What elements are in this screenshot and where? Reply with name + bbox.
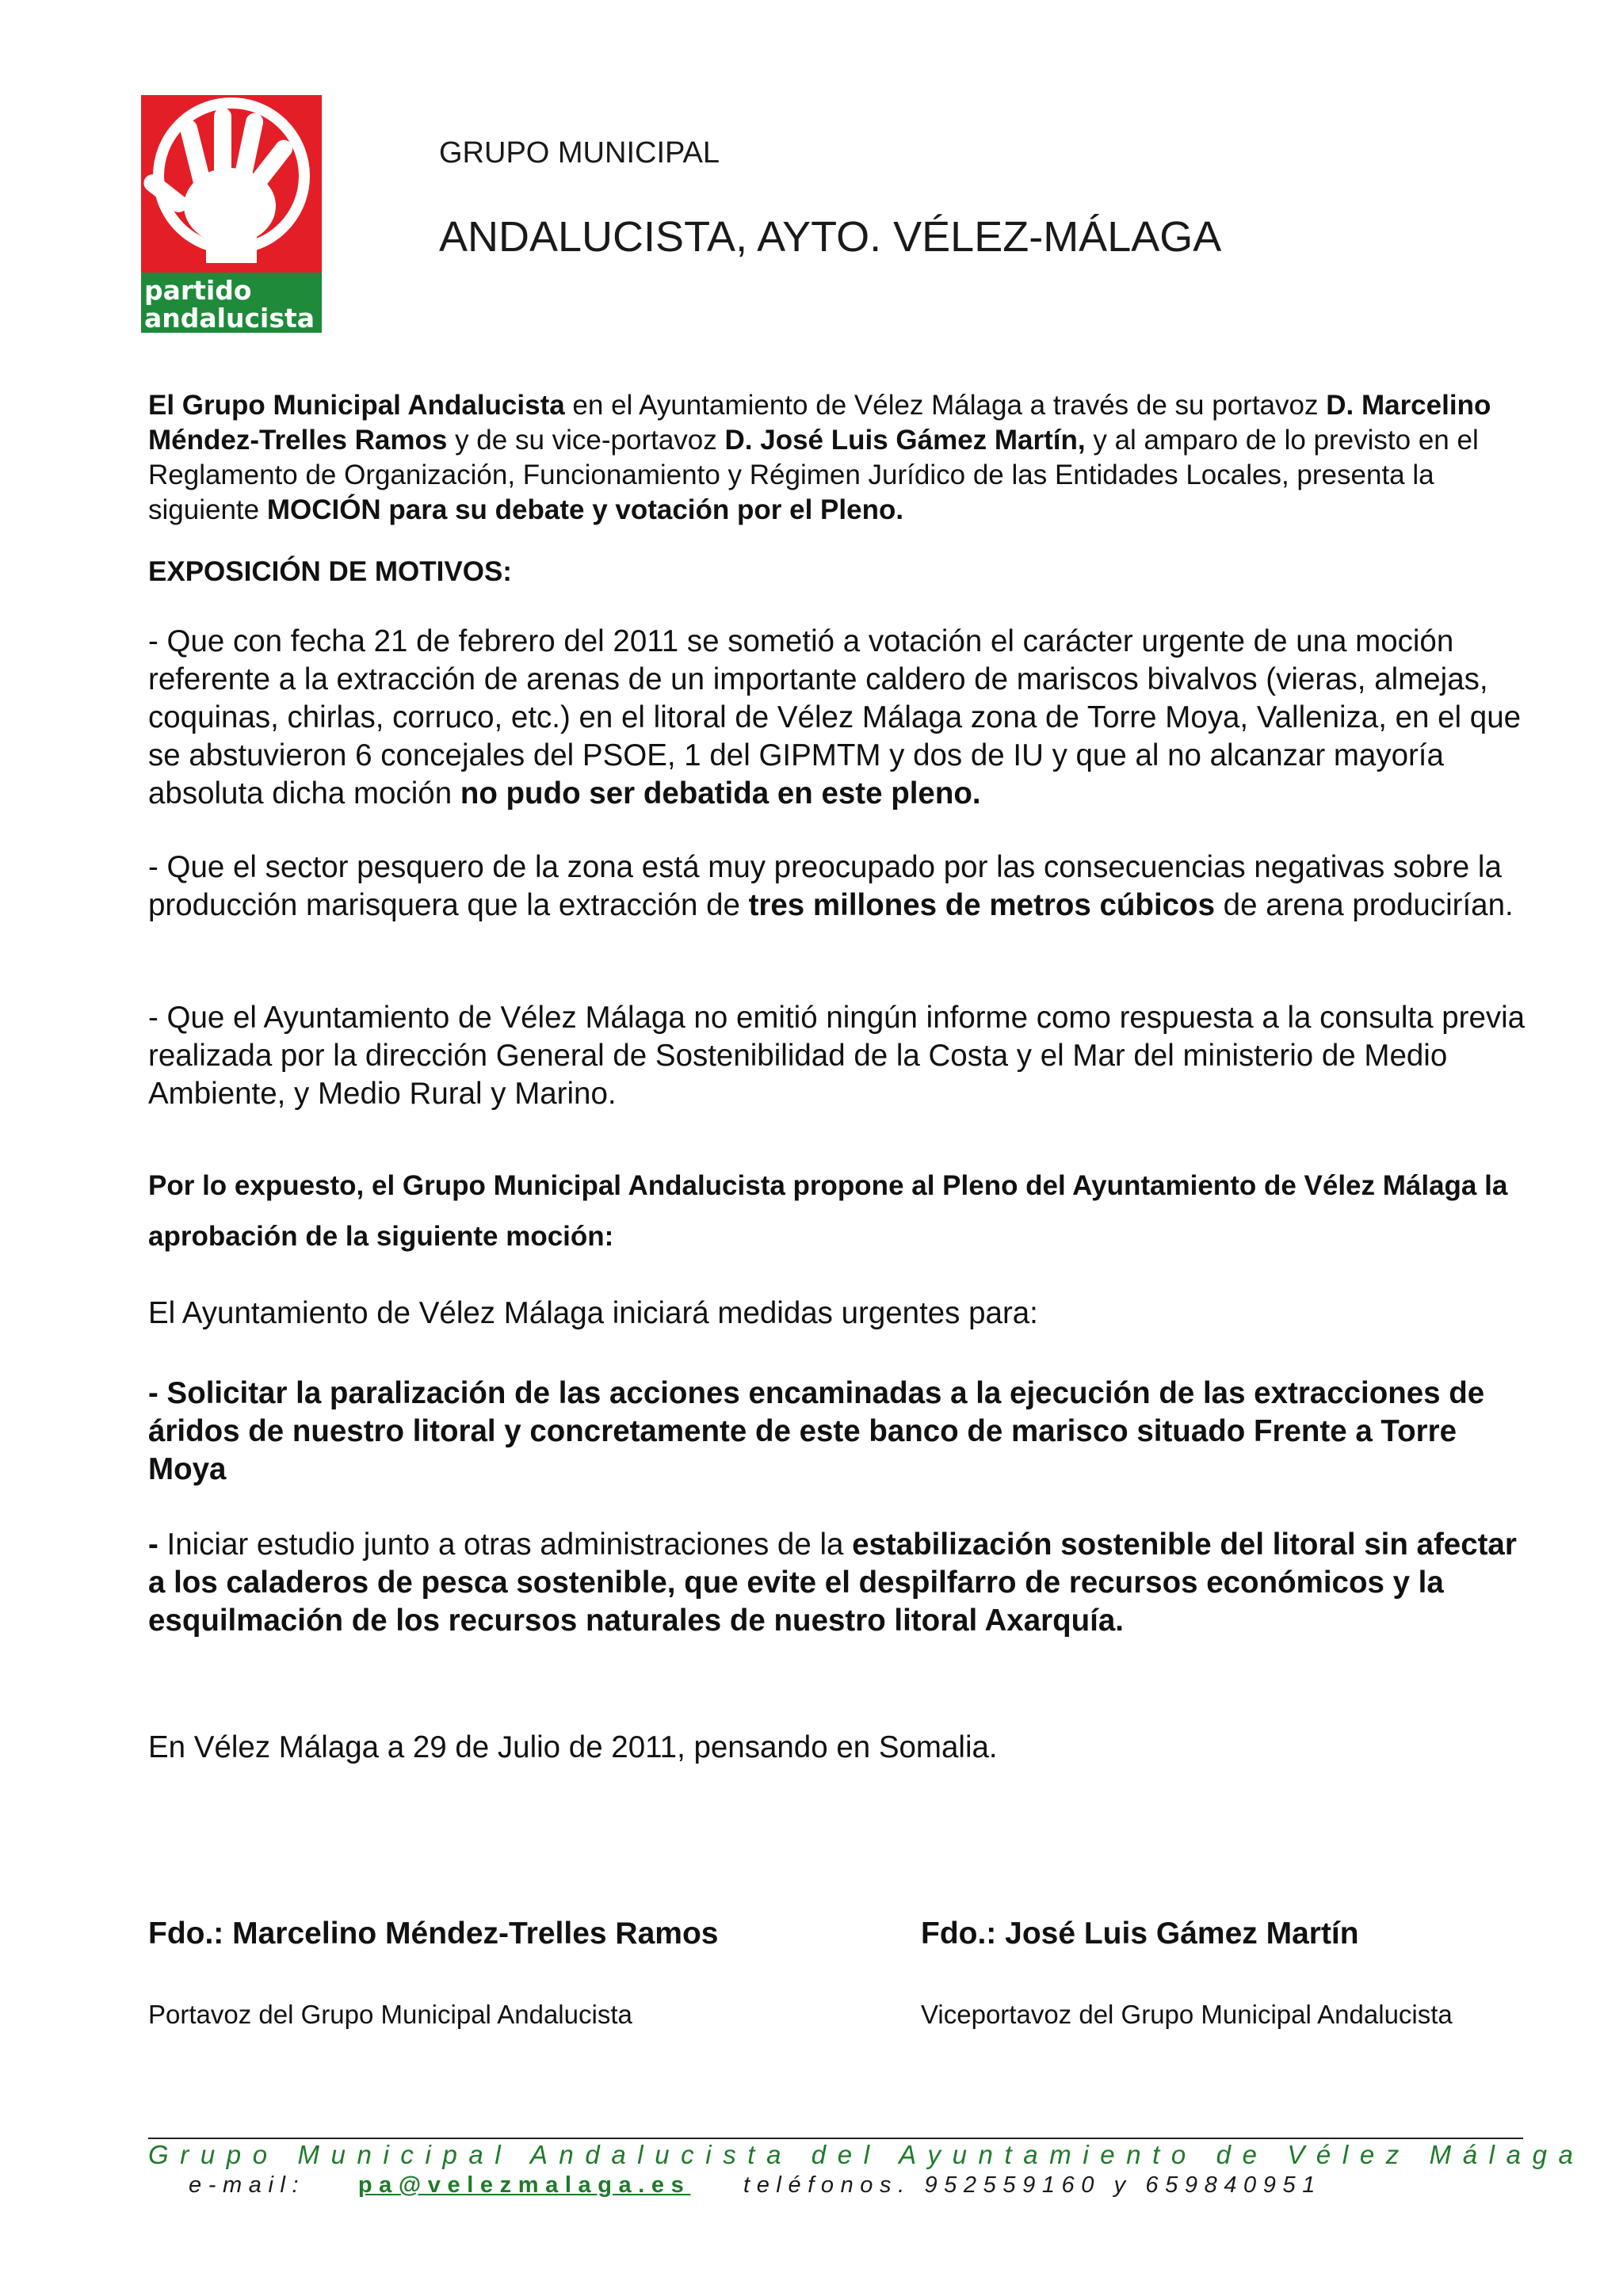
signature-1-role: Portavoz del Grupo Municipal Andalucista (148, 2000, 632, 2029)
footer-contact (189, 2172, 1322, 2199)
measures-intro: El Ayuntamiento de Vélez Málaga iniciará medidas urgentes para: (148, 1296, 1038, 1330)
svg-text:partido: partido (144, 275, 252, 306)
intro-text-2: y de su vice-portavoz (447, 425, 725, 456)
intro-text-3: y al amparo de lo previsto en el Reglamento de Organización, Funcionamiento y Régimen Jurídico de las Entidades Locales, presenta la siguiente (148, 425, 1479, 525)
measure-2-text: Iniciar estudio junto a otras administraciones de la (158, 1527, 853, 1562)
intro-bold-2: D. Marcelino Méndez-Trelles Ramos (148, 390, 1491, 456)
phone-numbers: teléfonos. 952559160 y 659840951 (743, 2172, 1322, 2198)
measure-2-dash: - (148, 1527, 158, 1562)
closing-line: En Vélez Málaga a 29 de Julio de 2011, pensando en Somalia. (148, 1730, 998, 1764)
footer-divider (148, 2138, 1523, 2139)
signature-2-role: Viceportavoz del Grupo Municipal Andalucista (921, 2000, 1453, 2029)
motive-2-tail: de arena producirían. (1214, 888, 1514, 922)
motive-3: - Que el Ayuntamiento de Vélez Málaga no emitió ningún informe como respuesta a la consulta previa realizada por la dirección General de Sostenibilidad de la Costa y el Mar del ministerio de Medio Ambiente, y Medio Rural y Marino. (148, 1001, 1526, 1111)
email-label: e-mail: (189, 2172, 306, 2198)
partido-andalucista-logo (141, 95, 322, 333)
org-title: ANDALUCISTA, AYTO. VÉLEZ-MÁLAGA (439, 213, 1222, 261)
measure-1: - Solicitar la paralización de las acciones encaminadas a la ejecución de las extracciones de áridos de nuestro litoral y concretamente de este banco de marisco situado Frente a Torre Moya (148, 1376, 1485, 1486)
signature-2-name: Fdo.: José Luis Gámez Martín (921, 1917, 1359, 1951)
motive-1-bold: no pudo ser debatida en este pleno. (460, 776, 981, 810)
group-label: GRUPO MUNICIPAL (439, 136, 720, 170)
intro-paragraph (148, 388, 1527, 528)
signature-1-name: Fdo.: Marcelino Méndez-Trelles Ramos (148, 1917, 719, 1951)
motive-2 (148, 849, 1527, 925)
svg-text:andalucista: andalucista (144, 303, 315, 333)
motive-1-text: - Que con fecha 21 de febrero del 2011 se sometió a votación el carácter urgente de una moción referente a la extracción de arenas de un importante caldero de mariscos bivalvos (vieras, almejas, coquinas, chirlas, corruco, etc.) en el litoral de Vélez Málaga zona de Torre Moya, Valleniza, en el que se abstuvieron 6 concejales del PSOE, 1 del GIPMTM y dos de IU y que al no alcanzar mayoría absoluta dicha moción (148, 624, 1522, 810)
motives-heading: EXPOSICIÓN DE MOTIVOS: (148, 556, 512, 587)
measure-2-bold: estabilización sostenible del litoral sin afectar a los caladeros de pesca sostenible, que evite el despilfarro de recursos económicos y la esquilmación de los recursos naturales de nuestro litoral Axarquía. (148, 1527, 1517, 1638)
motive-1 (148, 623, 1527, 813)
footer-title: Grupo Municipal Andalucista del Ayuntamiento de Vélez Málaga (148, 2140, 1585, 2169)
motive-2-bold: tres millones de metros cúbicos (748, 888, 1215, 922)
intro-bold-3: D. José Luis Gámez Martín, (724, 425, 1086, 456)
intro-text-1: en el Ayuntamiento de Vélez Málaga a través de su portavoz (564, 390, 1327, 421)
proposal-heading: Por lo expuesto, el Grupo Municipal Andalucista propone al Pleno del Ayuntamiento de Vélez Málaga la aprobación de la siguiente moción: (148, 1170, 1508, 1252)
measure-2 (148, 1526, 1527, 1640)
intro-bold-1: El Grupo Municipal Andalucista (148, 390, 565, 421)
motive-2-text: - Que el sector pesquero de la zona está muy preocupado por las consecuencias negativas sobre la producción marisquera que la extracción de (148, 850, 1502, 922)
email-link[interactable]: pa@velezmalaga.es (357, 2172, 691, 2198)
intro-bold-4: MOCIÓN para su debate y votación por el Pleno. (266, 494, 904, 525)
